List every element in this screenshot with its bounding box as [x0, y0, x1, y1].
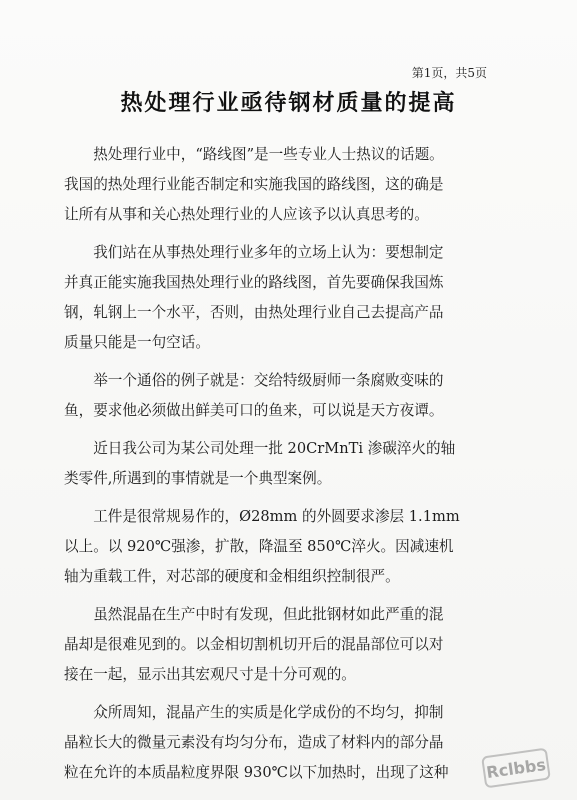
text-line: 热处理行业中，“路线图”是一些专业人士热议的话题。 [64, 146, 444, 163]
text-line: 类零件,所遇到的事情就是一个典型案例。 [64, 470, 332, 487]
paragraph-4 [64, 434, 494, 494]
paragraph-5 [64, 502, 494, 592]
text-line: 工件是很常规易作的，Ø28mm 的外圆要求渗层 1.1mm [64, 508, 460, 525]
text-line: 虽然混晶在生产中时有发现，但此批钢材如此严重的混 [64, 606, 444, 623]
paragraph-2 [64, 238, 494, 358]
text-line: 接在一起，显示出其宏观尺寸是十分可观的。 [64, 666, 356, 683]
text-line: 粒在允许的本质晶粒度界限 930℃以下加热时，出现了这种 [64, 764, 449, 781]
paragraph-3 [64, 366, 494, 426]
text-line: 钢，轧钢上一个水平，否则，由热处理行业自己去提高产品 [64, 304, 444, 321]
text-line: 晶粒长大的微量元素没有均匀分布，造成了材料内的部分晶 [64, 734, 444, 751]
text-line: 让所有从事和关心热处理行业的人应该予以认真思考的。 [64, 206, 429, 223]
document-title: 热处理行业亟待钢材质量的提高 [120, 91, 457, 116]
text-line: 晶却是很难见到的。以金相切割机切开后的混晶部位可以对 [64, 636, 444, 653]
page-number: 第1页，共5页 [411, 66, 487, 80]
text-line: 并真正能实施我国热处理行业的路线图，首先要确保我国炼 [64, 274, 444, 291]
text-line: 我国的热处理行业能否制定和实施我国的路线图，这的确是 [64, 176, 444, 193]
paragraph-1 [64, 140, 494, 230]
text-line: 众所周知，混晶产生的实质是化学成份的不均匀，抑制 [64, 704, 444, 721]
text-line: 以上。以 920℃强渗，扩散，降温至 850℃淬火。因减速机 [64, 538, 454, 555]
paragraph-7 [64, 698, 494, 788]
text-line: 我们站在从事热处理行业多年的立场上认为：要想制定 [64, 244, 444, 261]
watermark-logo: Rclbbs [481, 748, 551, 789]
text-line: 鱼，要求他必须做出鲜美可口的鱼来，可以说是天方夜谭。 [64, 402, 444, 419]
paragraph-6 [64, 600, 494, 690]
text-line: 近日我公司为某公司处理一批 20CrMnTi 渗碳淬火的轴 [64, 440, 456, 457]
text-line: 举一个通俗的例子就是：交给特级厨师一条腐败变味的 [64, 372, 444, 389]
document-body [64, 140, 494, 796]
text-line: 轴为重载工件，对芯部的硬度和金相组织控制很严。 [64, 568, 400, 585]
text-line: 质量只能是一句空话。 [64, 334, 210, 351]
